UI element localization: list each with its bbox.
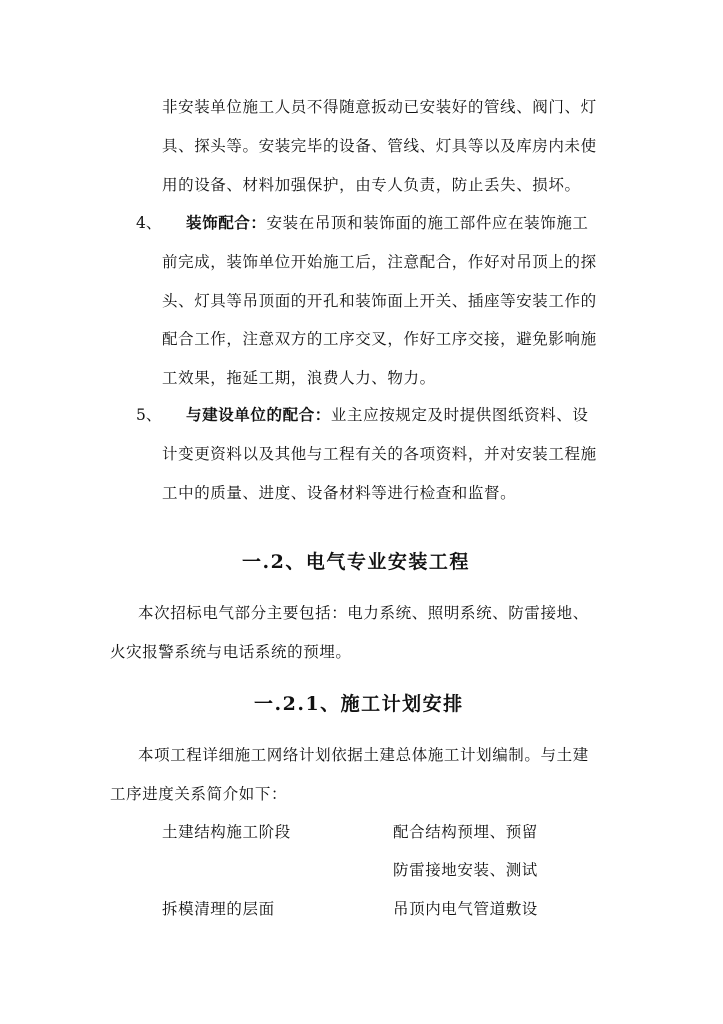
item5-line1 bbox=[186, 405, 589, 425]
item4-number: 4、 bbox=[136, 214, 162, 232]
schedule-stage-3: 拆模清理的层面 bbox=[162, 900, 275, 918]
item4-line1-rest: 安装在吊顶和装饰面的施工部件应在装饰施工 bbox=[266, 214, 589, 232]
para1-line3: 用的设备、材料加强保护，由专人负责，防止丢失、损坏。 bbox=[162, 176, 581, 194]
subsection-heading: 一.2.1、施工计划安排 bbox=[254, 693, 464, 715]
item4-title: 装饰配合： bbox=[186, 213, 267, 232]
item4-line1 bbox=[186, 213, 589, 233]
schedule-work-3: 吊顶内电气管道敷设 bbox=[393, 900, 538, 918]
schedule-work-2: 防雷接地安装、测试 bbox=[393, 861, 538, 879]
item4-line4: 配合工作，注意双方的工序交叉，作好工序交接，避免影响施 bbox=[162, 330, 597, 348]
item5-line2: 计变更资料以及其他与工程有关的各项资料，并对安装工程施 bbox=[162, 445, 597, 463]
item5-title: 与建设单位的配合： bbox=[186, 405, 331, 424]
section-para-line1: 本次招标电气部分主要包括：电力系统、照明系统、防雷接地、 bbox=[138, 604, 589, 622]
subsection-para-line1: 本项工程详细施工网络计划依据土建总体施工计划编制。与土建 bbox=[138, 746, 589, 764]
item4-line3: 头、灯具等吊顶面的开孔和装饰面上开关、插座等安装工作的 bbox=[162, 292, 597, 310]
item4-line5: 工效果，拖延工期，浪费人力、物力。 bbox=[162, 369, 436, 387]
item5-line1-rest: 业主应按规定及时提供图纸资料、设 bbox=[330, 406, 589, 424]
schedule-stage-1: 土建结构施工阶段 bbox=[162, 823, 291, 841]
subsection-para-line2: 工序进度关系简介如下： bbox=[110, 785, 288, 803]
schedule-work-1: 配合结构预埋、预留 bbox=[393, 823, 538, 841]
item5-line3: 工中的质量、进度、设备材料等进行检查和监督。 bbox=[162, 484, 517, 502]
para1-line1: 非安装单位施工人员不得随意扳动已安装好的管线、阀门、灯 bbox=[162, 98, 597, 116]
para1-line2: 具、探头等。安装完毕的设备、管线、灯具等以及库房内未使 bbox=[162, 137, 597, 155]
section-para-line2: 火灾报警系统与电话系统的预埋。 bbox=[110, 643, 352, 661]
item4-line2: 前完成，装饰单位开始施工后，注意配合，作好对吊顶上的探 bbox=[162, 253, 597, 271]
section-heading: 一.2、电气专业安装工程 bbox=[242, 551, 470, 573]
item5-number: 5、 bbox=[136, 406, 162, 424]
